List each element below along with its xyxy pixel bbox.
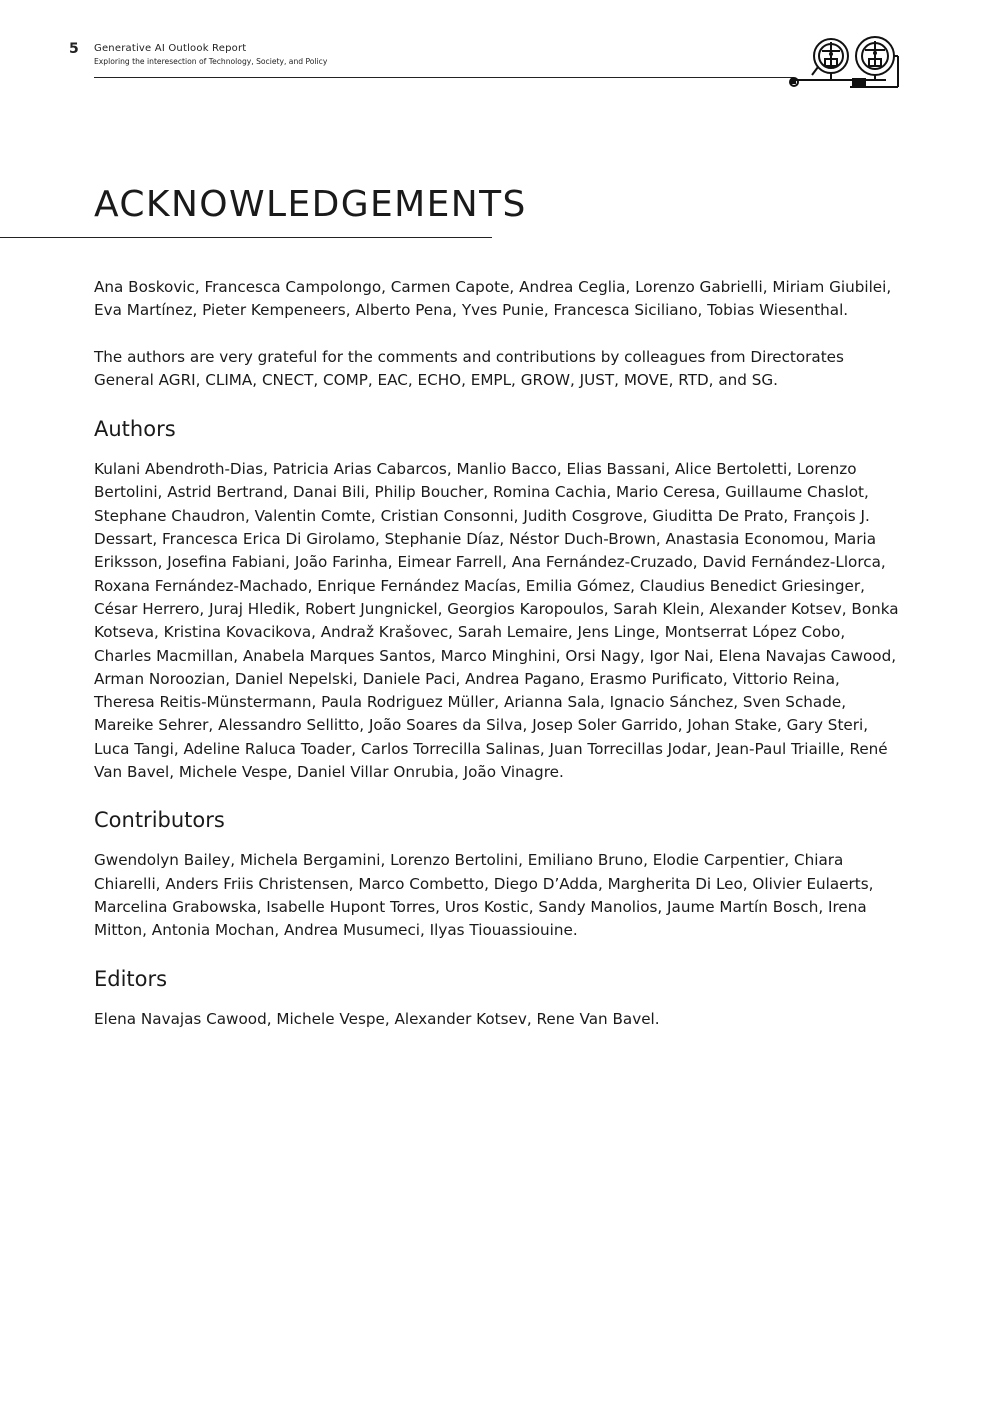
editors-heading: Editors [94, 966, 168, 991]
robot-faces-logo-icon [786, 33, 902, 91]
authors-heading: Authors [94, 417, 176, 442]
page-number: 5 [69, 41, 79, 57]
editors-list: Elena Navajas Cawood, Michele Vespe, Alexander Kotsev, Rene Van Bavel. [94, 1009, 660, 1028]
authors-list: Kulani Abendroth-Dias, Patricia Arias Cabarcos, Manlio Bacco, Elias Bassani, Alice Bertoletti, Lorenzo Bertolini, Astrid Bertrand, Danai Bili, Philip Boucher, Romina Cachia, Mario Ceresa, Guillaume Chaslot, Stephane Chaudron, Valentin Comte, Cristian Consonni, Judith Cosgrove, Giuditta De Prato, François J. Dessart, Francesca Erica Di Girolamo, Stephanie Díaz, Néstor Duch-Brown, Anastasia Economou, Maria Eriksson, Josefina Fabiani, João Farinha, Eimear Farrell, Ana Fernández-Cruzado, David Fernández-Llorca, Roxana Fernández-Machado, Enrique Fernández Macías, Emilia Gómez, Claudius Benedict Griesinger, César Herrero, Juraj Hledik, Robert Jungnickel, Georgios Karopoulos, Sarah Klein, Alexander Kotsev, Bonka Kotseva, Kristina Kovacikova, Andraž Krašovec, Sarah Lemaire, Jens Linge, Montserrat López Cobo, Charles Macmillan, Anabela Marques Santos, Marco Minghini, Orsi Nagy, Igor Nai, Elena Navajas Cawood, Arman Noroozian, Daniel Nepelski, Daniele Paci, Andrea Pagano, Erasmo Purificato, Vittorio Reina, Theresa Reitis-Münstermann, Paula Rodriguez Müller, Arianna Sala, Ignacio Sánchez, Sven Schade, Mareike Sehrer, Alessandro Sellitto, João Soares da Silva, Josep Soler Garrido, Johan Stake, Gary Steri, Luca Tangi, Adeline Raluca Toader, Carlos Torrecilla Salinas, Juan Torrecillas Jodar, Jean-Paul Triaille, René Van Bavel, Michele Vespe, Daniel Villar Onrubia, João Vinagre. [94, 460, 899, 782]
contributors-heading: Contributors [94, 808, 225, 833]
title-divider [0, 237, 492, 238]
report-title: Generative AI Outlook Report [94, 43, 247, 54]
report-subtitle: Exploring the interesection of Technology, Society, and Policy [94, 57, 328, 66]
contributors-list: Gwendolyn Bailey, Michela Bergamini, Lorenzo Bertolini, Emiliano Bruno, Elodie Carpentier, Chiara Chiarelli, Anders Friis Christensen, Marco Combetto, Diego D’Adda, Margherita Di Leo, Olivier Eulaerts, Marcelina Grabowska, Isabelle Hupont Torres, Uros Kostic, Sandy Manolios, Jaume Martín Bosch, Irena Mitton, Antonia Mochan, Andrea Musumeci, Ilyas Tiouassiouine. [94, 851, 874, 940]
header-divider [94, 77, 794, 78]
page-title: ACKNOWLEDGEMENTS [94, 184, 527, 225]
acknowledgements-body [94, 276, 902, 1031]
gratitude-statement: The authors are very grateful for the comments and contributions by colleagues from Directorates General AGRI, CLIMA, CNECT, COMP, EAC, ECHO, EMPL, GROW, JUST, MOVE, RTD, and SG. [94, 347, 844, 389]
acknowledged-names: Ana Boskovic, Francesca Campolongo, Carmen Capote, Andrea Ceglia, Lorenzo Gabrielli, Miriam Giubilei, Eva Martínez, Pieter Kempeneers, Alberto Pena, Yves Punie, Francesca Siciliano, Tobias Wiesenthal. [94, 278, 892, 320]
